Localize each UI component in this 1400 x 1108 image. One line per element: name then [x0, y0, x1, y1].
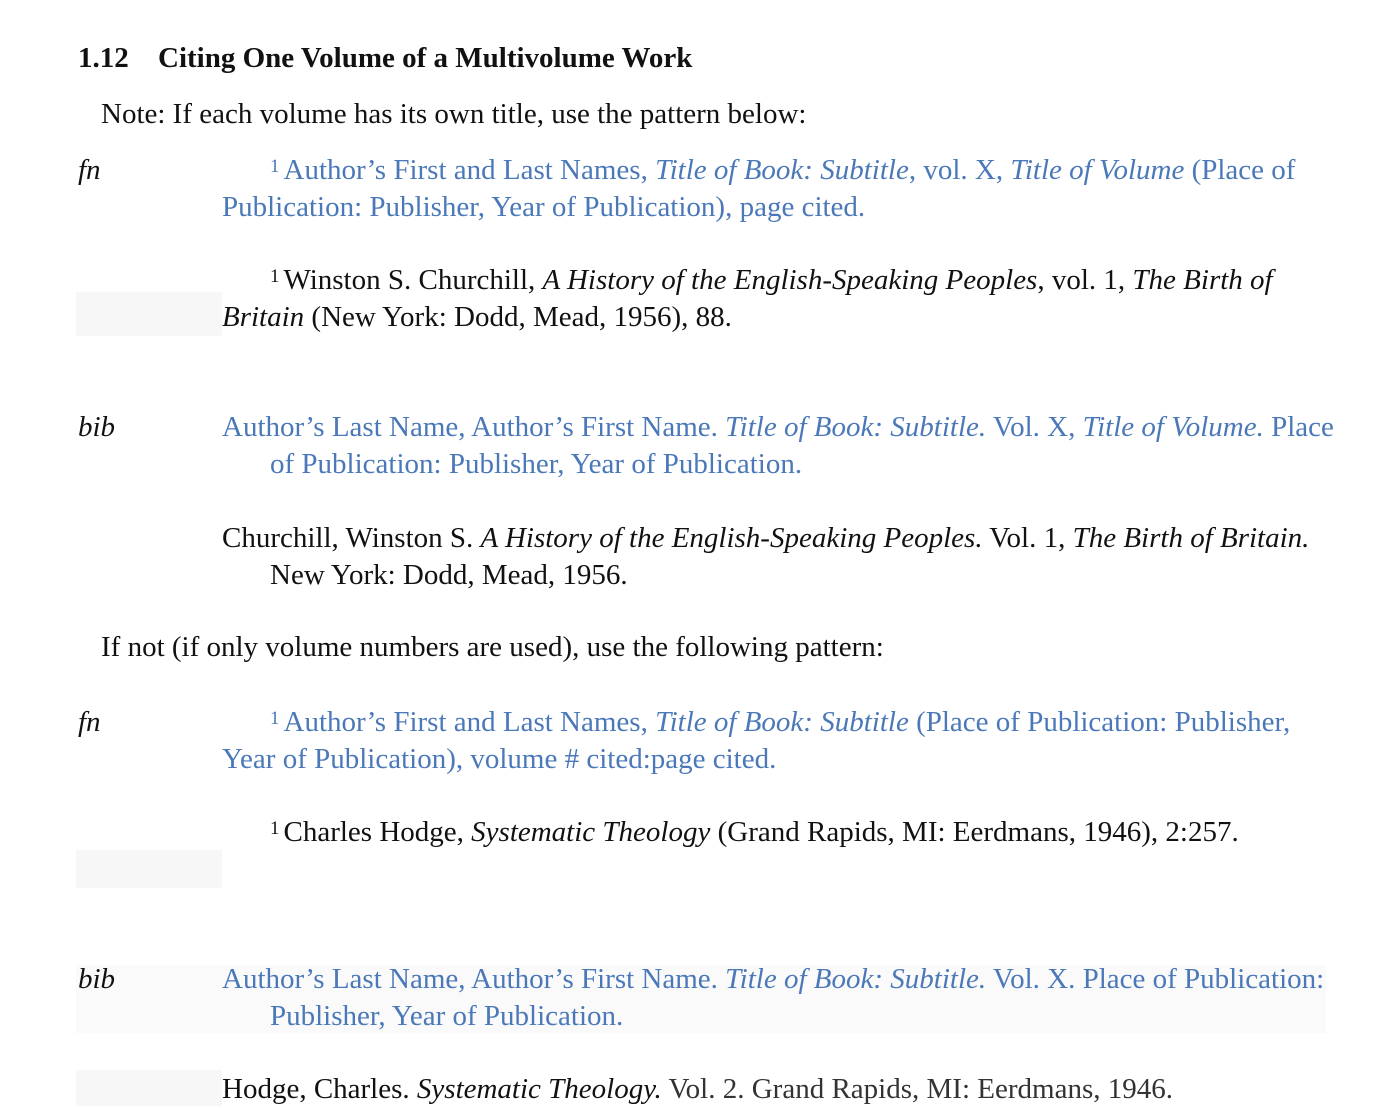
author: Author’s Last Name, Author’s First Name. — [222, 411, 726, 443]
volume-info: , vol. X, — [908, 154, 1011, 186]
fn-example-numbered — [222, 814, 1300, 851]
section-title: Citing One Volume of a Multivolume Work — [158, 42, 693, 74]
publication-info: (Place of Publication: Publisher, Year of Publication), page cited. — [222, 154, 1296, 223]
publication-info: Vol. 2. Grand Rapids, MI: Eerdmans, 1946. — [661, 1073, 1173, 1105]
volume-title: Title of Volume. — [1082, 411, 1264, 443]
bib-template-numbered — [222, 961, 1348, 1035]
fn-template-titled — [222, 152, 1300, 226]
footnote-marker: 1 — [270, 266, 280, 287]
author: Author’s First and Last Names, — [283, 706, 656, 738]
label-bib: bib — [78, 963, 116, 995]
section-heading — [78, 42, 692, 75]
author: Winston S. Churchill, — [283, 264, 543, 296]
publication-info: Vol. X. Place of Publication: Publisher, Year of Publication. — [270, 963, 1325, 1032]
volume-title: Title of Volume — [1010, 154, 1185, 186]
note-numbered-volumes: If not (if only volume numbers are used), use the following pattern: — [101, 631, 884, 663]
label-fn: fn — [78, 154, 101, 186]
footnote-marker: 1 — [270, 156, 280, 177]
publication-info: (New York: Dodd, Mead, 1956), 88. — [304, 301, 732, 333]
author: Author’s First and Last Names, — [283, 154, 656, 186]
author: Author’s Last Name, Author’s First Name. — [222, 963, 726, 995]
author: Charles Hodge, — [283, 816, 472, 848]
book-title: A History of the English-Speaking Peoples — [542, 264, 1038, 296]
label-bib: bib — [78, 411, 116, 443]
book-title: Title of Book: Subtitle — [655, 154, 909, 186]
publication-info: Place of Publication: Publisher, Year of Publication. — [270, 411, 1334, 480]
label-fn: fn — [78, 706, 101, 738]
bib-example-titled — [222, 520, 1348, 594]
publication-info: (Grand Rapids, MI: Eerdmans, 1946), 2:257. — [710, 816, 1239, 848]
row-shade — [76, 1070, 222, 1106]
volume-title: The Birth of Britain. — [1072, 522, 1310, 554]
volume-info: Vol. 1, — [982, 522, 1073, 554]
section-number: 1.12 — [78, 42, 129, 74]
volume-info: Vol. X, — [986, 411, 1083, 443]
footnote-marker: 1 — [270, 818, 280, 839]
author: Churchill, Winston S. — [222, 522, 481, 554]
fn-template-numbered — [222, 704, 1300, 778]
book-title: Title of Book: Subtitle. — [725, 411, 987, 443]
row-shade — [76, 850, 222, 888]
footnote-marker: 1 — [270, 708, 280, 729]
publication-info: (Place of Publication: Publisher, Year of Publication), volume # cited:page cited. — [222, 706, 1291, 775]
bib-example-numbered — [222, 1071, 1348, 1108]
book-title: Systematic Theology. — [416, 1073, 662, 1105]
bib-template-titled — [222, 409, 1348, 483]
volume-title: The Birth of Britain — [222, 264, 1273, 333]
author: Hodge, Charles. — [222, 1073, 417, 1105]
book-title: Title of Book: Subtitle — [655, 706, 909, 738]
note-titled-volumes: Note: If each volume has its own title, use the pattern below: — [101, 98, 807, 130]
fn-example-titled — [222, 262, 1300, 336]
volume-info: , vol. 1, — [1037, 264, 1133, 296]
row-shade — [76, 292, 222, 336]
book-title: Systematic Theology — [471, 816, 711, 848]
publication-info: New York: Dodd, Mead, 1956. — [270, 559, 628, 591]
book-title: A History of the English-Speaking Peoples. — [480, 522, 983, 554]
book-title: Title of Book: Subtitle. — [725, 963, 987, 995]
